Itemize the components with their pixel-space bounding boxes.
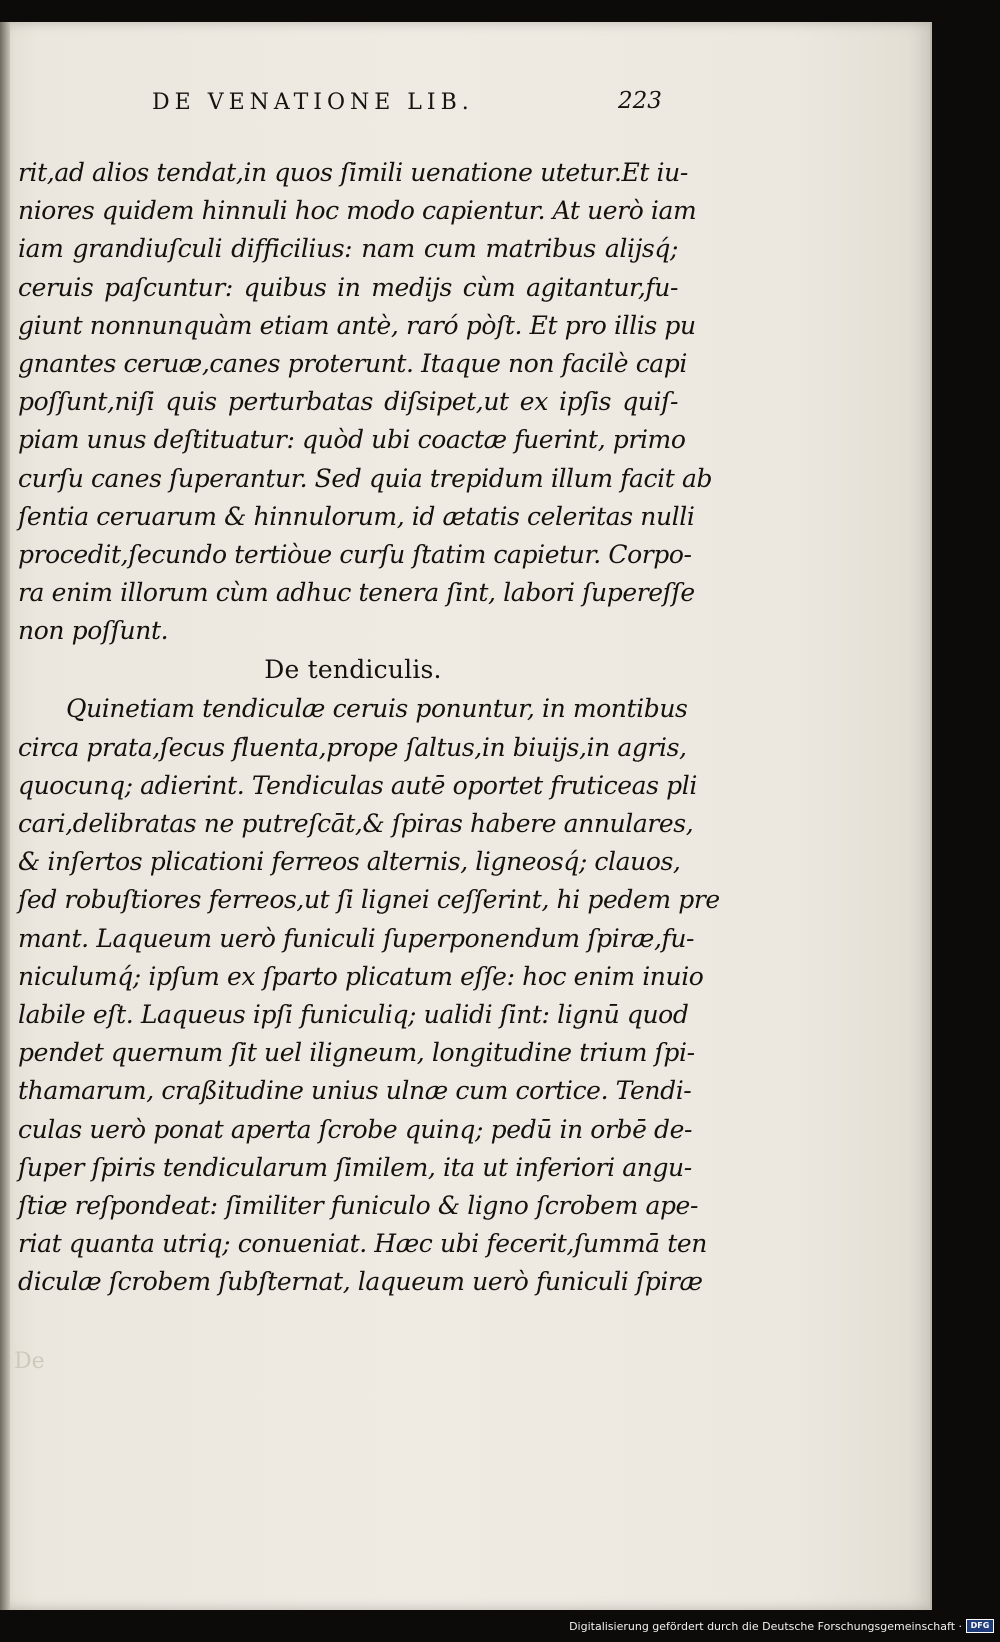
digitization-credit [569, 1616, 994, 1636]
credit-text: Digitalisierung gefördert durch die Deutsche Forschungsgemeinschaft · [569, 1619, 962, 1633]
text-line: cari,delibratas ne putreſcāt,& ſpiras habere annulares, [18, 809, 694, 838]
text-line: pendet quernum ſit uel iligneum, longitudine trium ſpi- [18, 1038, 695, 1068]
text-line: riat quanta utriq; conueniat. Hæc ubi fecerit,ſummā ten [18, 1229, 707, 1259]
text-line: ceruis paſcuntur: quibus in medijs cùm agitantur,fu- [18, 272, 678, 302]
text-line: quocunq; adierint. Tendiculas autē oportet fruticeas pli [18, 770, 697, 800]
text-line: gnantes ceruæ,canes proterunt. Itaque non facilè capi [18, 348, 688, 378]
page-number: 223 [618, 88, 662, 114]
text-line: circa prata,ſecus fluenta,prope ſaltus,in biuijs,in agris, [18, 732, 687, 762]
text-line: curſu canes ſuperantur. Sed quia trepidum illum facit ab [18, 463, 713, 493]
text-line: ſuper ſpiris tendicularum ſimilem, ita ut inferiori angu- [18, 1152, 692, 1182]
text-line: rit,ad alios tendat,in quos ſimili uenatione utetur.Et iu- [18, 158, 688, 187]
text-line: giunt nonnunquàm etiam antè, raró pòſt. Et pro illis pu [18, 310, 696, 340]
text-line: poſſunt,niſi quis perturbatas diſsipet,ut ex ipſis quiſ- [18, 387, 678, 417]
book-page [0, 22, 932, 1610]
dfg-logo-icon: DFG [966, 1619, 994, 1633]
text-line: non poſſunt. [18, 616, 169, 646]
text-line: thamarum, craßitudine unius ulnæ cum cortice. Tendi- [18, 1076, 692, 1106]
text-line: labile eſt. Laqueus ipſi funiculiq; ualidi ſint: lignū quod [18, 999, 689, 1029]
text-line: mant. Laqueum uerò funiculi ſuperponendum ſpiræ,fu- [18, 923, 695, 953]
text-line: ſentia ceruarum & hinnulorum, id ætatis celeritas nulli [18, 501, 695, 531]
text-line: ra enim illorum cùm adhuc tenera ſint, labori ſupereſſe [18, 578, 695, 608]
text-line: iam grandiuſculi difficilius: nam cum matribus alijsq́; [18, 234, 678, 264]
text-block [18, 154, 720, 1301]
text-line: culas uerò ponat aperta ſcrobe quinq; pedū in orbē de- [18, 1114, 693, 1144]
text-line: Quinetiam tendiculæ ceruis ponuntur, in montibus [66, 694, 688, 724]
text-line: & inſertos plicationi ferreos alternis, ligneosq́; clauos, [18, 847, 681, 877]
running-title: DE VENATIONE LIB. [152, 90, 474, 115]
text-line: piam unus deſtituatur: quòd ubi coactæ fuerint, primo [18, 425, 686, 455]
text-line: niculumq́; ipſum ex ſparto plicatum eſſe: hoc enim inuio [18, 961, 704, 991]
section-heading: De tendiculis. [264, 655, 442, 685]
text-line: diculæ ſcrobem ſubſternat, laqueum uerò funiculi ſpiræ [18, 1267, 703, 1297]
text-line: ſtiæ reſpondeat: ſimiliter funiculo & ligno ſcrobem ape- [18, 1190, 698, 1220]
catchword-bleedthrough: De [14, 1349, 45, 1374]
text-line: niores quidem hinnuli hoc modo capientur. At uerò iam [18, 196, 697, 226]
text-line: ſed robuſtiores ferreos,ut ſi lignei ceſſerint, hi pedem pre [18, 885, 720, 915]
text-line: procedit,ſecundo tertiòue curſu ſtatim capietur. Corpo- [18, 539, 692, 569]
